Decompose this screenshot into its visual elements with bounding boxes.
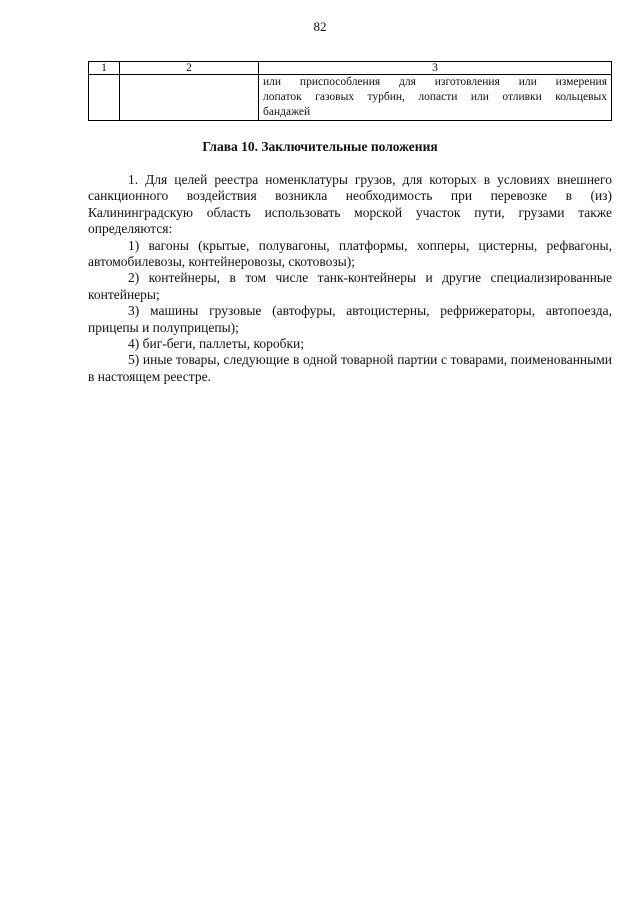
cell-text-line: лопаток газовых турбин, лопасти или отливки кольцевых: [263, 91, 607, 103]
table-row: [89, 75, 612, 121]
table-cell-3: [259, 75, 612, 121]
cell-text-line: или приспособления для изготовления или измерения: [263, 76, 607, 88]
list-item: 3) машины грузовые (автофуры, автоцистерны, рефрижераторы, автопоезда, прицепы и полуприцепы);: [88, 303, 612, 335]
column-header-2: 2: [120, 62, 259, 75]
table-cell-2: [120, 75, 259, 121]
page-number: 82: [313, 19, 327, 34]
list-item: 1) вагоны (крытые, полувагоны, платформы, хопперы, цистерны, рефвагоны, автомобилевозы, контейнеровозы, скотовозы);: [88, 237, 612, 270]
list-item: 5) иные товары, следующие в одной товарной партии с товарами, поименованными в настоящем реестре.: [88, 352, 612, 384]
chapter-body: [88, 172, 612, 385]
table-header-row: [89, 62, 612, 75]
cell-text-line: бандажей: [263, 106, 311, 118]
list-item: 2) контейнеры, в том числе танк-контейнеры и другие специализированные контейнеры;: [88, 270, 612, 302]
table-cell-1: [89, 75, 120, 121]
list-item: 4) биг-беги, паллеты, коробки;: [128, 336, 304, 352]
paragraph-intro: 1. Для целей реестра номенклатуры грузов, для которых в условиях внешнего санкционного воздействия возникла необходимость при перевозке в (из) Калининградскую область использовать морской участок пути, грузами также определяются:: [88, 172, 612, 237]
column-header-3: 3: [259, 62, 612, 75]
chapter-title: Глава 10. Заключительные положения: [202, 139, 438, 154]
column-header-1: 1: [89, 62, 120, 75]
continuation-table: [88, 61, 612, 121]
